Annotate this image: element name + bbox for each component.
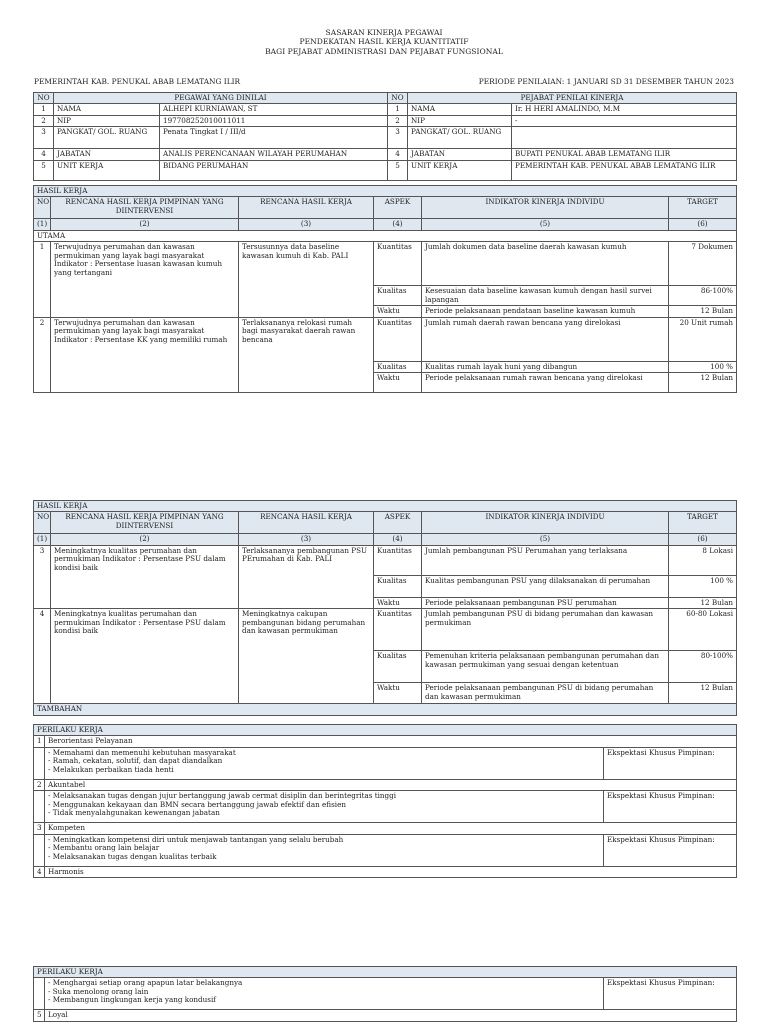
row-no: 3 <box>388 127 408 149</box>
behavior-no: 5 <box>34 1010 45 1021</box>
utama-label: UTAMA <box>34 230 737 241</box>
row-label: UNIT KERJA <box>408 160 512 180</box>
list-item: - Suka menolong orang lain <box>48 988 600 996</box>
list-item: - Tidak menyalahgunakan kewenangan jabatan <box>48 809 600 817</box>
table-row <box>34 978 737 1010</box>
col-no: NO <box>34 512 51 534</box>
col-evaluated: PEGAWAI YANG DINILAI <box>54 93 388 104</box>
table-row <box>34 609 737 651</box>
item-indicator: Kualitas pembangunan PSU yang dilaksanakan di perumahan <box>422 575 669 597</box>
item-aspect: Kualitas <box>374 575 422 597</box>
item-indicator: Pemenuhan kriteria pelaksanaan pembangunan perumahan dan kawasan permukiman yang sesuai dengan ketentuan <box>422 651 669 683</box>
item-target: 80-100% <box>669 651 737 683</box>
list-item: - Melaksanakan tugas dengan jujur bertanggung jawab cermat disiplin dan berintegritas tinggi <box>48 792 600 800</box>
section-title: HASIL KERJA <box>34 501 737 512</box>
col-no: NO <box>388 93 408 104</box>
item-indicator: Periode pelaksanaan pendataan baseline kawasan kumuh <box>422 306 669 317</box>
period-label: PERIODE PENILAIAN: 1 JANUARI SD 31 DESEMBER TAHUN 2023 <box>478 77 734 86</box>
section-title: PERILAKU KERJA <box>34 725 737 736</box>
list-item: - Menggunakan kekayaan dan BMN secara bertanggung jawab efektif dan efisien <box>48 801 600 809</box>
row-no: 2 <box>34 115 54 126</box>
section-title: PERILAKU KERJA <box>34 967 737 978</box>
col-index: (3) <box>239 534 374 545</box>
behavior-no: 2 <box>34 779 45 790</box>
row-label: UNIT KERJA <box>54 160 160 180</box>
col-indicator: INDIKATOR KINERJA INDIVIDU <box>422 512 669 534</box>
behavior-title: Kompeten <box>45 823 737 834</box>
item-leader-plan: Meningkatnya kualitas perumahan dan permukiman Indikator : Persentase PSU dalam kondisi baik <box>51 545 239 608</box>
row-label: PANGKAT/ GOL. RUANG <box>54 127 160 149</box>
item-aspect: Kuantitas <box>374 242 422 286</box>
col-index: (4) <box>374 534 422 545</box>
row-value: BUPATI PENUKAL ABAB LEMATANG ILIR <box>512 149 737 160</box>
item-indicator: Jumlah pembangunan PSU di bidang perumahan dan kawasan permukiman <box>422 609 669 651</box>
doc-title: SASARAN KINERJA PEGAWAI <box>325 28 443 37</box>
col-aspect: ASPEK <box>374 512 422 534</box>
section-title: HASIL KERJA <box>34 186 737 197</box>
col-leader-plan: RENCANA HASIL KERJA PIMPINAN YANG DIINTERVENSI <box>51 197 239 219</box>
col-plan: RENCANA HASIL KERJA <box>239 512 374 534</box>
row-label: JABATAN <box>408 149 512 160</box>
item-plan: Tersusunnya data baseline kawasan kumuh di Kab. PALI <box>239 242 374 317</box>
list-item: - Membantu orang lain belajar <box>48 844 600 852</box>
col-index: (3) <box>239 219 374 230</box>
item-plan: Terlaksananya pembangunan PSU PErumahan di Kab. PALI <box>239 545 374 608</box>
col-index: (1) <box>34 219 51 230</box>
doc-subtitle-2: BAGI PEJABAT ADMINISTRASI DAN PEJABAT FUNGSIONAL <box>265 46 503 56</box>
list-item: - Melakukan perbaikan tiada henti <box>48 766 600 774</box>
identity-row <box>34 115 737 126</box>
item-target: 7 Dokumen <box>669 242 737 286</box>
col-index: (6) <box>669 534 737 545</box>
item-indicator: Kesesuaian data baseline kawasan kumuh dengan hasil survei lapangan <box>422 286 669 306</box>
expectation-label: Ekspektasi Khusus Pimpinan: <box>604 834 737 866</box>
list-item: - Menghargai setiap orang apapun latar belakangnya <box>48 979 600 987</box>
tambahan-label: TAMBAHAN <box>34 704 737 715</box>
item-target: 12 Bulan <box>669 373 737 393</box>
agency-label: PEMERINTAH KAB. PENUKAL ABAB LEMATANG ILIR <box>34 77 241 86</box>
list-item: - Meningkatkan kompetensi diri untuk menjawab tantangan yang selalu berubah <box>48 836 600 844</box>
behavior-no: 1 <box>34 736 45 747</box>
item-target: 12 Bulan <box>669 306 737 317</box>
behavior-title: Akuntabel <box>45 779 737 790</box>
table-row <box>34 242 737 286</box>
item-aspect: Kualitas <box>374 361 422 372</box>
behavior-no: 4 <box>34 866 45 877</box>
row-value: PEMERINTAH KAB. PENUKAL ABAB LEMATANG ILIR <box>512 160 737 180</box>
row-value: ALHEPI KURNIAWAN, ST <box>160 104 388 115</box>
item-target: 100 % <box>669 361 737 372</box>
item-aspect: Kuantitas <box>374 317 422 361</box>
row-value: BIDANG PERUMAHAN <box>160 160 388 180</box>
row-label: PANGKAT/ GOL. RUANG <box>408 127 512 149</box>
item-plan: Meningkatnya cakupan pembangunan bidang perumahan dan kawasan permukiman <box>239 609 374 704</box>
item-aspect: Kualitas <box>374 651 422 683</box>
item-no: 3 <box>34 545 51 608</box>
list-item: - Melaksanakan tugas dengan kualitas terbaik <box>48 853 600 861</box>
table-row <box>34 747 737 779</box>
row-value: Penata Tingkat I / III/d <box>160 127 388 149</box>
row-value <box>512 127 737 149</box>
results-table-2 <box>33 500 737 716</box>
item-aspect: Kualitas <box>374 286 422 306</box>
row-label: NAMA <box>408 104 512 115</box>
item-indicator: Jumlah rumah daerah rawan bencana yang direlokasi <box>422 317 669 361</box>
item-aspect: Waktu <box>374 597 422 608</box>
col-index: (1) <box>34 534 51 545</box>
table-row <box>34 317 737 361</box>
expectation-label: Ekspektasi Khusus Pimpinan: <box>604 791 737 823</box>
behavior-points <box>48 979 600 1004</box>
behavior-points <box>48 792 600 817</box>
col-index: (2) <box>51 219 239 230</box>
col-no: NO <box>34 93 54 104</box>
row-value: 197708252010011011 <box>160 115 388 126</box>
row-no: 1 <box>388 104 408 115</box>
item-indicator: Periode pelaksanaan rumah rawan bencana yang direlokasi <box>422 373 669 393</box>
behavior-title: Berorientasi Pelayanan <box>45 736 737 747</box>
item-indicator: Kualitas rumah layak huni yang dibangun <box>422 361 669 372</box>
col-indicator: INDIKATOR KINERJA INDIVIDU <box>422 197 669 219</box>
item-aspect: Waktu <box>374 373 422 393</box>
row-label: NIP <box>408 115 512 126</box>
item-indicator: Periode pelaksanaan pembangunan PSU di bidang perumahan dan kawasan permukiman <box>422 683 669 704</box>
row-no: 1 <box>34 104 54 115</box>
behavior-title: Loyal <box>45 1010 737 1021</box>
item-leader-plan: Terwujudnya perumahan dan kawasan permukiman yang layak bagi masyarakat Indikator : Persentase KK yang memiliki rumah <box>51 317 239 392</box>
item-aspect: Kuantitas <box>374 609 422 651</box>
identity-table <box>33 92 737 181</box>
item-plan: Terlaksananya relokasi rumah bagi masyarakat daerah rawan bencana <box>239 317 374 392</box>
col-target: TARGET <box>669 512 737 534</box>
item-target: 60-80 Lokasi <box>669 609 737 651</box>
item-indicator: Jumlah dokumen data baseline daerah kawasan kumuh <box>422 242 669 286</box>
behavior-no: 3 <box>34 823 45 834</box>
identity-row <box>34 127 737 149</box>
identity-row <box>34 149 737 160</box>
list-item: - Memahami dan memenuhi kebutuhan masyarakat <box>48 749 600 757</box>
item-target: 86-100% <box>669 286 737 306</box>
identity-row <box>34 160 737 180</box>
item-no: 4 <box>34 609 51 704</box>
col-index: (5) <box>422 219 669 230</box>
behavior-points <box>48 749 600 774</box>
expectation-label: Ekspektasi Khusus Pimpinan: <box>604 747 737 779</box>
table-row <box>34 545 737 575</box>
item-target: 20 Unit rumah <box>669 317 737 361</box>
col-plan: RENCANA HASIL KERJA <box>239 197 374 219</box>
row-value: Ir. H HERI AMALINDO, M.M <box>512 104 737 115</box>
col-index: (2) <box>51 534 239 545</box>
row-no: 4 <box>34 149 54 160</box>
item-target: 12 Bulan <box>669 597 737 608</box>
col-leader-plan: RENCANA HASIL KERJA PIMPINAN YANG DIINTERVENSI <box>51 512 239 534</box>
row-no: 5 <box>34 160 54 180</box>
table-row <box>34 791 737 823</box>
row-no: 4 <box>388 149 408 160</box>
col-aspect: ASPEK <box>374 197 422 219</box>
row-value: ANALIS PERENCANAAN WILAYAH PERUMAHAN <box>160 149 388 160</box>
row-label: NAMA <box>54 104 160 115</box>
item-aspect: Kuantitas <box>374 545 422 575</box>
behavior-table-1 <box>33 724 737 878</box>
item-aspect: Waktu <box>374 683 422 704</box>
row-label: JABATAN <box>54 149 160 160</box>
item-target: 8 Lokasi <box>669 545 737 575</box>
col-target: TARGET <box>669 197 737 219</box>
col-index: (5) <box>422 534 669 545</box>
item-indicator: Jumlah pembangunan PSU Perumahan yang terlaksana <box>422 545 669 575</box>
item-leader-plan: Meningkatnya kualitas perumahan dan permukiman Indikator : Persentase PSU dalam kondisi baik <box>51 609 239 704</box>
results-table-1 <box>33 185 737 393</box>
row-no: 3 <box>34 127 54 149</box>
document-header <box>0 28 768 56</box>
table-row <box>34 834 737 866</box>
row-no: 2 <box>388 115 408 126</box>
doc-subtitle: PENDEKATAN HASIL KERJA KUANTITATIF <box>299 37 469 47</box>
item-aspect: Waktu <box>374 306 422 317</box>
behavior-table-2 <box>33 966 737 1022</box>
identity-row <box>34 104 737 115</box>
list-item: - Membangun lingkungan kerja yang kondusif <box>48 996 600 1004</box>
col-index: (6) <box>669 219 737 230</box>
col-index: (4) <box>374 219 422 230</box>
col-no: NO <box>34 197 51 219</box>
row-value: - <box>512 115 737 126</box>
item-target: 100 % <box>669 575 737 597</box>
item-target: 12 Bulan <box>669 683 737 704</box>
item-indicator: Periode pelaksanaan pembangunan PSU perumahan <box>422 597 669 608</box>
item-leader-plan: Terwujudnya perumahan dan kawasan permukiman yang layak bagi masyarakat Indikator : Persentase luasan kawasan kumuh yang tertangani <box>51 242 239 317</box>
col-evaluator: PEJABAT PENILAI KINERJA <box>408 93 737 104</box>
row-no: 5 <box>388 160 408 180</box>
row-label: NIP <box>54 115 160 126</box>
item-no: 1 <box>34 242 51 317</box>
item-no: 2 <box>34 317 51 392</box>
behavior-points <box>48 836 600 861</box>
expectation-label: Ekspektasi Khusus Pimpinan: <box>604 978 737 1010</box>
behavior-title: Harmonis <box>45 866 737 877</box>
list-item: - Ramah, cekatan, solutif, dan dapat diandalkan <box>48 757 600 765</box>
